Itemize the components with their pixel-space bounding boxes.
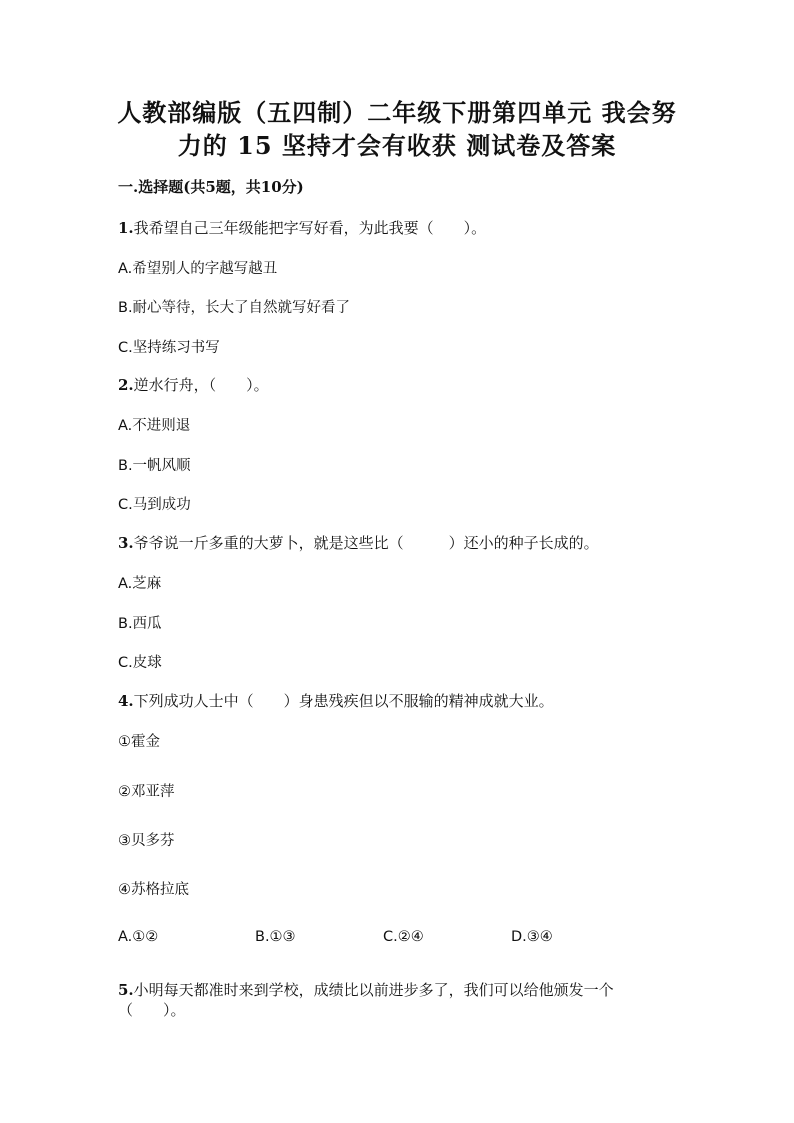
- option-2b: B.一帆风顺: [118, 458, 191, 474]
- question-text: 小明每天都准时来到学校，成绩比以前进步多了，我们可以给他颁发一个: [133, 981, 614, 999]
- question-5-continuation: （ ）。: [118, 1001, 186, 1019]
- question-number: 5.: [118, 981, 134, 999]
- question-3: [118, 532, 599, 553]
- question-text: 爷爷说一斤多重的大萝卜，就是这些比（ ）还小的种子长成的。: [133, 534, 599, 552]
- option-3b: B.西瓜: [118, 616, 162, 632]
- option-4c: C.②④: [383, 929, 424, 945]
- section-heading: 一.选择题(共5题，共10分): [118, 178, 304, 196]
- item-4-1: ①霍金: [118, 734, 160, 750]
- option-4a: A.①②: [118, 929, 159, 945]
- question-number: 4.: [118, 692, 134, 710]
- question-1: [118, 217, 486, 238]
- option-1b: B.耐心等待，长大了自然就写好看了: [118, 300, 351, 316]
- option-4d: D.③④: [511, 929, 553, 945]
- question-number: 3.: [118, 534, 134, 552]
- question-text: 我希望自己三年级能把字写好看，为此我要（ ）。: [133, 219, 487, 237]
- item-4-4: ④苏格拉底: [118, 882, 189, 898]
- option-2c: C.马到成功: [118, 497, 191, 513]
- question-5: [118, 979, 614, 1000]
- option-1a: A.希望别人的字越写越丑: [118, 261, 278, 277]
- option-2a: A.不进则退: [118, 418, 191, 434]
- item-4-3: ③贝多芬: [118, 833, 175, 849]
- question-2: [118, 374, 269, 395]
- title-line-1: 人教部编版（五四制）二年级下册第四单元 我会努: [117, 98, 677, 127]
- item-4-2: ②邓亚萍: [118, 784, 175, 800]
- option-1c: C.坚持练习书写: [118, 340, 220, 356]
- question-4: [118, 690, 554, 711]
- title-line-2: 力的 15 坚持才会有收获 测试卷及答案: [177, 131, 617, 160]
- option-3a: A.芝麻: [118, 576, 162, 592]
- question-text: 逆水行舟，（ ）。: [133, 376, 269, 394]
- document-title: [100, 96, 694, 162]
- option-3c: C.皮球: [118, 655, 162, 671]
- question-text: 下列成功人士中（ ）身患残疾但以不服输的精神成就大业。: [133, 692, 554, 710]
- question-number: 1.: [118, 219, 134, 237]
- option-4b: B.①③: [255, 929, 296, 945]
- question-number: 2.: [118, 376, 134, 394]
